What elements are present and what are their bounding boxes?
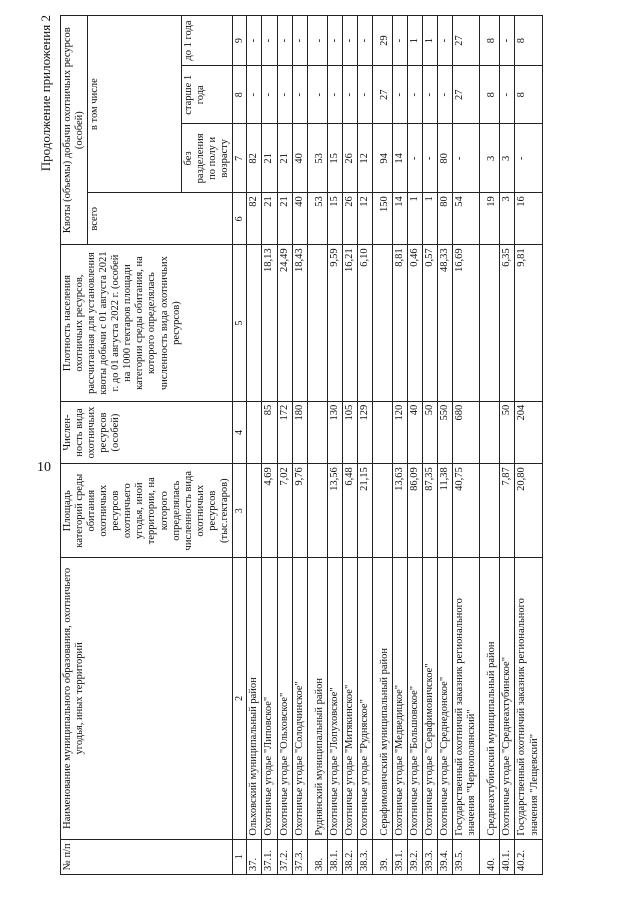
row-density: 9,59 bbox=[327, 245, 342, 401]
row-total: 3 bbox=[500, 193, 515, 245]
row-name: Ольховский муниципальный район bbox=[247, 558, 262, 839]
row-no-sex: - bbox=[453, 124, 480, 193]
appendix-caption: Продолжение приложения 2 bbox=[38, 15, 53, 172]
row-name: Государственный охотничий заказник регионального значения "Лещевский" bbox=[515, 558, 542, 839]
row-young: - bbox=[392, 16, 407, 66]
row-number: 38.2. bbox=[342, 839, 357, 874]
col-number: 1 bbox=[232, 839, 247, 874]
table-row bbox=[357, 16, 372, 875]
row-area bbox=[372, 464, 392, 558]
row-no-sex: 12 bbox=[357, 124, 372, 193]
table-row bbox=[500, 16, 515, 875]
row-young: 8 bbox=[480, 16, 500, 66]
row-total: 14 bbox=[392, 193, 407, 245]
row-area: 7,02 bbox=[277, 464, 292, 558]
row-total: 21 bbox=[262, 193, 277, 245]
row-total: 1 bbox=[408, 193, 423, 245]
row-young: - bbox=[357, 16, 372, 66]
row-count bbox=[247, 401, 262, 464]
row-number: 39.3. bbox=[423, 839, 438, 874]
row-area: 87,35 bbox=[423, 464, 438, 558]
row-count: 40 bbox=[408, 401, 423, 464]
row-name: Государственный охотничий заказник регионального значения "Чернополянский" bbox=[453, 558, 480, 839]
col-number: 5 bbox=[232, 245, 247, 401]
row-total: 12 bbox=[357, 193, 372, 245]
page-number: 10 bbox=[37, 460, 51, 475]
row-number: 37.3. bbox=[292, 839, 307, 874]
table-row bbox=[480, 16, 500, 875]
row-young: - bbox=[342, 16, 357, 66]
row-young: - bbox=[247, 16, 262, 66]
row-total: 40 bbox=[292, 193, 307, 245]
row-count: 680 bbox=[453, 401, 480, 464]
row-count: 172 bbox=[277, 401, 292, 464]
row-number: 37.1. bbox=[262, 839, 277, 874]
row-no-sex: 21 bbox=[262, 124, 277, 193]
row-older: - bbox=[342, 66, 357, 124]
row-count: 130 bbox=[327, 401, 342, 464]
row-number: 39. bbox=[372, 839, 392, 874]
table-row bbox=[438, 16, 453, 875]
row-total: 1 bbox=[423, 193, 438, 245]
row-name: Охотничье угодье "Солодчинское" bbox=[292, 558, 307, 839]
table-row bbox=[247, 16, 262, 875]
row-total: 19 bbox=[480, 193, 500, 245]
row-young: 29 bbox=[372, 16, 392, 66]
row-number: 39.2. bbox=[408, 839, 423, 874]
row-area bbox=[247, 464, 262, 558]
row-older: - bbox=[277, 66, 292, 124]
row-older: - bbox=[438, 66, 453, 124]
col-number: 3 bbox=[232, 464, 247, 558]
row-number: 39.5. bbox=[453, 839, 480, 874]
row-young: 8 bbox=[515, 16, 542, 66]
row-number: 38.3. bbox=[357, 839, 372, 874]
row-no-sex: 3 bbox=[480, 124, 500, 193]
row-area: 21,15 bbox=[357, 464, 372, 558]
row-count bbox=[372, 401, 392, 464]
row-area: 9,76 bbox=[292, 464, 307, 558]
row-no-sex: 82 bbox=[247, 124, 262, 193]
col-number: 6 bbox=[232, 193, 247, 245]
col-number: 9 bbox=[232, 16, 247, 66]
table-row bbox=[515, 16, 542, 875]
row-total: 54 bbox=[453, 193, 480, 245]
row-count: 105 bbox=[342, 401, 357, 464]
row-older: 8 bbox=[480, 66, 500, 124]
row-older: - bbox=[327, 66, 342, 124]
row-young: - bbox=[292, 16, 307, 66]
row-density: 9,81 bbox=[515, 245, 542, 401]
row-density: 8,81 bbox=[392, 245, 407, 401]
row-area: 4,69 bbox=[262, 464, 277, 558]
row-young: - bbox=[500, 16, 515, 66]
row-name: Охотничье угодье "Среднедонское" bbox=[438, 558, 453, 839]
row-no-sex: 94 bbox=[372, 124, 392, 193]
header-number: № п/п bbox=[61, 839, 233, 874]
row-name: Руднянский муниципальный район bbox=[307, 558, 327, 839]
quota-table bbox=[60, 15, 543, 875]
row-density bbox=[247, 245, 262, 401]
row-name: Среднеахтубинский муниципальный район bbox=[480, 558, 500, 839]
header-including: в том числе bbox=[88, 16, 182, 193]
row-number: 37. bbox=[247, 839, 262, 874]
row-total: 21 bbox=[277, 193, 292, 245]
row-total: 80 bbox=[438, 193, 453, 245]
header-density: Плотность населения охотничьих ресурсов, рассчитанная для установления квоты добычи с 01 августа 2021 г. до 01 августа 2022 г. (особей на 1000 гектаров площади категории среды обитания, на которого определялась численность вида охотничьих ресурсов) bbox=[61, 245, 233, 401]
row-count: 50 bbox=[500, 401, 515, 464]
row-name: Охотничье угодье "Митякинское" bbox=[342, 558, 357, 839]
row-count: 120 bbox=[392, 401, 407, 464]
row-young: 1 bbox=[408, 16, 423, 66]
row-number: 38. bbox=[307, 839, 327, 874]
row-area: 7,87 bbox=[500, 464, 515, 558]
row-area bbox=[307, 464, 327, 558]
table-body bbox=[247, 16, 542, 875]
row-density: 0,57 bbox=[423, 245, 438, 401]
row-count: 204 bbox=[515, 401, 542, 464]
row-name: Охотничье угодье "Среднеахтубинское" bbox=[500, 558, 515, 839]
row-number: 40.2. bbox=[515, 839, 542, 874]
row-area: 6,48 bbox=[342, 464, 357, 558]
table-row bbox=[392, 16, 407, 875]
row-total: 53 bbox=[307, 193, 327, 245]
row-number: 37.2. bbox=[277, 839, 292, 874]
table-wrapper bbox=[60, 15, 543, 875]
row-count: 180 bbox=[292, 401, 307, 464]
row-density bbox=[372, 245, 392, 401]
row-young: - bbox=[277, 16, 292, 66]
row-older: - bbox=[307, 66, 327, 124]
header-name: Наименование муниципального образования, охотничьего угодья, иных территорий bbox=[61, 558, 233, 839]
row-area: 20,80 bbox=[515, 464, 542, 558]
table-row bbox=[292, 16, 307, 875]
row-no-sex: 26 bbox=[342, 124, 357, 193]
col-number: 8 bbox=[232, 66, 247, 124]
row-name: Охотничье угодье "Ольховское" bbox=[277, 558, 292, 839]
col-number: 4 bbox=[232, 401, 247, 464]
row-number: 39.1. bbox=[392, 839, 407, 874]
row-no-sex: 80 bbox=[438, 124, 453, 193]
row-older: - bbox=[262, 66, 277, 124]
row-older: - bbox=[408, 66, 423, 124]
table-row bbox=[307, 16, 327, 875]
row-young: 27 bbox=[453, 16, 480, 66]
row-density: 48,33 bbox=[438, 245, 453, 401]
rotated-page-content bbox=[38, 15, 598, 875]
row-area: 40,75 bbox=[453, 464, 480, 558]
row-number: 40. bbox=[480, 839, 500, 874]
row-young: - bbox=[262, 16, 277, 66]
row-no-sex: 21 bbox=[277, 124, 292, 193]
row-density: 16,69 bbox=[453, 245, 480, 401]
table-row bbox=[423, 16, 438, 875]
row-no-sex: 40 bbox=[292, 124, 307, 193]
row-young: - bbox=[438, 16, 453, 66]
row-total: 150 bbox=[372, 193, 392, 245]
row-name: Охотничье угодье "Рудняское" bbox=[357, 558, 372, 839]
table-row bbox=[262, 16, 277, 875]
row-total: 82 bbox=[247, 193, 262, 245]
table-row bbox=[277, 16, 292, 875]
row-count: 550 bbox=[438, 401, 453, 464]
row-count: 50 bbox=[423, 401, 438, 464]
row-density: 16,21 bbox=[342, 245, 357, 401]
row-older: - bbox=[423, 66, 438, 124]
row-older: - bbox=[357, 66, 372, 124]
row-young: - bbox=[307, 16, 327, 66]
row-no-sex: - bbox=[423, 124, 438, 193]
row-older: 27 bbox=[372, 66, 392, 124]
row-density: 6,35 bbox=[500, 245, 515, 401]
table-row bbox=[342, 16, 357, 875]
row-density: 24,49 bbox=[277, 245, 292, 401]
row-count: 129 bbox=[357, 401, 372, 464]
header-older: старше 1 года bbox=[181, 66, 232, 124]
header-no-sex: без разделения по полу и возрасту bbox=[181, 124, 232, 193]
row-area: 13,63 bbox=[392, 464, 407, 558]
row-older: - bbox=[500, 66, 515, 124]
col-number: 2 bbox=[232, 558, 247, 839]
row-total: 26 bbox=[342, 193, 357, 245]
row-density: 18,43 bbox=[292, 245, 307, 401]
col-number: 7 bbox=[232, 124, 247, 193]
table-row bbox=[408, 16, 423, 875]
row-no-sex: 14 bbox=[392, 124, 407, 193]
header-count: Числен-ность вида охотничьих ресурсов (особей) bbox=[61, 401, 233, 464]
row-area: 11,38 bbox=[438, 464, 453, 558]
header-quota-group: Квоты (объемы) добычи охотничьих ресурсов (особей) bbox=[61, 16, 88, 245]
row-no-sex: 3 bbox=[500, 124, 515, 193]
row-no-sex: - bbox=[408, 124, 423, 193]
row-number: 38.1. bbox=[327, 839, 342, 874]
row-no-sex: - bbox=[515, 124, 542, 193]
header-young: до 1 года bbox=[181, 16, 232, 66]
row-total: 16 bbox=[515, 193, 542, 245]
row-density bbox=[480, 245, 500, 401]
row-area: 86,09 bbox=[408, 464, 423, 558]
row-name: Охотничье угодье "Лопуховское" bbox=[327, 558, 342, 839]
table-row bbox=[327, 16, 342, 875]
row-number: 39.4. bbox=[438, 839, 453, 874]
row-name: Охотничье угодье "Липовское" bbox=[262, 558, 277, 839]
row-density: 6,10 bbox=[357, 245, 372, 401]
row-count bbox=[307, 401, 327, 464]
header-total: всего bbox=[88, 193, 233, 245]
row-total: 15 bbox=[327, 193, 342, 245]
row-older: - bbox=[247, 66, 262, 124]
row-area: 13,56 bbox=[327, 464, 342, 558]
row-older: 8 bbox=[515, 66, 542, 124]
row-no-sex: 15 bbox=[327, 124, 342, 193]
row-density: 18,13 bbox=[262, 245, 277, 401]
row-young: 1 bbox=[423, 16, 438, 66]
row-older: 27 bbox=[453, 66, 480, 124]
row-young: - bbox=[327, 16, 342, 66]
row-name: Охотничье угодье "Медведицкое" bbox=[392, 558, 407, 839]
table-row bbox=[372, 16, 392, 875]
row-density bbox=[307, 245, 327, 401]
row-no-sex: 53 bbox=[307, 124, 327, 193]
header-area: Площадь категорий среды обитания охотничьих ресурсов охотничьего угодья, иной территории, на которого определялась численность вида охотничьих ресурсов (тыс.гектаров) bbox=[61, 464, 233, 558]
row-density: 0,46 bbox=[408, 245, 423, 401]
row-older: - bbox=[292, 66, 307, 124]
row-count bbox=[480, 401, 500, 464]
row-name: Охотничье угодье "Большовское" bbox=[408, 558, 423, 839]
row-older: - bbox=[392, 66, 407, 124]
row-name: Серафимовичский муниципальный район bbox=[372, 558, 392, 839]
row-count: 85 bbox=[262, 401, 277, 464]
row-area bbox=[480, 464, 500, 558]
row-name: Охотничье угодье "Серафимовичское" bbox=[423, 558, 438, 839]
table-row bbox=[453, 16, 480, 875]
row-number: 40.1. bbox=[500, 839, 515, 874]
